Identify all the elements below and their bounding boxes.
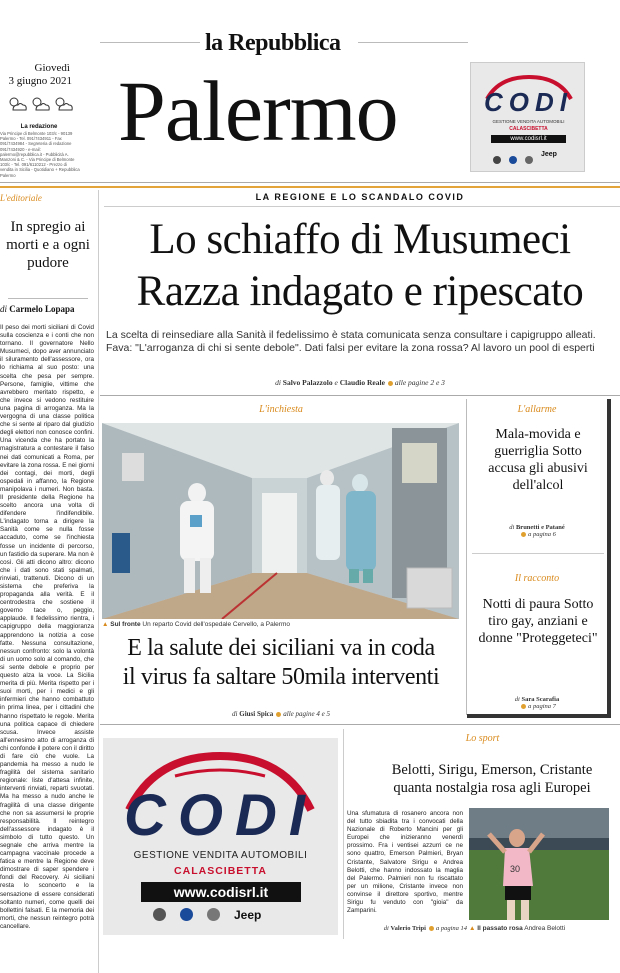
imprint-title: La redazione (20, 124, 58, 130)
top-ad-town: CALASCIBETTA (509, 126, 548, 132)
sun-cloud-icon (8, 96, 28, 112)
inquiry-byline: di Giusi Spica alle pagine 4 e 5 (232, 710, 330, 718)
editorial-column-rule (98, 190, 99, 973)
issue-date: 3 giugno 2021 (8, 75, 72, 87)
partner-logo-icon (153, 908, 166, 921)
top-ad-brand: CODI (484, 87, 573, 117)
alarm-kicker: L'allarme (517, 404, 557, 415)
svg-text:30: 30 (510, 864, 521, 874)
inquiry-headline-line1: E la salute dei siciliani va in coda (127, 635, 435, 661)
bottom-ad[interactable] (103, 738, 338, 935)
bottom-ad-brand: CODI (124, 783, 317, 848)
editorial-body: Il peso dei morti siciliani di Covid sulla coscienza e i conti che non tornano. Il governatore Nello Musumeci, dopo aver annunciato il siluramento dell'assessore, ora lo richiama al suo posto: una scelta che pesa per sempre. Persone, famiglie, vittime che avrebbero meritato rispetto, e che invece si vedono restituire una pagina di arroganza. Ma la vergogna di una classe politica che si sente al riparo dal giudizio degli elettori non conosce confini. Una vicenda che ha portato la magistratura a contestare il falso nei dati comunicati a Roma, per evitare la zona rossa. E nei giorni dei contagi, dei morti, degli ospedali in affanno, la Regione manipolava i numeri. Non basta. Il presidente della Regione ha scelto ancora una volta di difendere l'indifendibile. L'indagato torna a dirigere la Sanità come se nulla fosse accaduto, come se l'inchiesta fosse un incidente di percorso, un fastidio da superare. Ma non è così. Gli atti dicono altro: dicono che i dati sono stati spalmati, rinviati, trattenuti. Dicono di un sistema che preferiva la propaganda alla verità. E il centrodestra che sostiene il governo tace o, peggio, applaude. Il fedelissimo rientra, i capigruppo della maggioranza apprendono la notizia a cose fatte. Nessuna consultazione, nessun confronto: solo la volontà di un uomo solo al comando, che si sente debole e proprio per questo alza la voce. La Sicilia merita di più. Merita rispetto per i suoi morti, per i medici e gli infermieri che hanno combattuto in prima linea, per i cittadini che hanno rispettato le regole. Merita una politica capace di chiedere scusa. Invece assiste all'ennesimo atto di arroganza di chi confonde il potere con il diritto di fare ciò che vuole. La pandemia ha messo a nudo le fragilità del sistema sanitario regionale: liste d'attesa infinite, interventi rinviati, reparti svuotati. Ma ha messo a nudo anche le fragilità di una classe dirigente che non sa assumersi le proprie responsabilità. Il reintegro dell'assessore indagato è il simbolo di tutto questo. Un segnale che arriva mentre la campagna vaccinale procede a fatica e mentre la Regione deve dimostrare di saper spendere i fondi del Recovery. Ai siciliani resta lo sconcerto e la sensazione di essere considerati soltanto numeri, come quelli dei bollettini falsati. E la memoria dei morti, che nessun reintegro potrà cancellare. (0, 324, 94, 930)
bottom-ad-town: CALASCIBETTA (174, 865, 267, 877)
sun-cloud-icon (31, 96, 51, 112)
top-ad-partner: Jeep (541, 151, 557, 158)
top-ad-tagline: GESTIONE VENDITA AUTOMOBILI (492, 119, 565, 124)
sport-photo-caption: ▲ Il passato rosa Andrea Belotti (469, 925, 566, 932)
masthead-divider (0, 182, 620, 183)
editorial-byline-prefix: di (0, 304, 8, 314)
main-byline: di Salvo Palazzolo e Claudio Reale alle pagine 2 e 3 (275, 378, 445, 387)
story-author: Sara Scarafia (521, 696, 560, 703)
inquiry-author: Giusi Spica (239, 710, 274, 718)
main-author2: Claudio Reale (339, 378, 385, 387)
main-headline[interactable] (100, 214, 620, 318)
bottom-column-rule (343, 729, 344, 939)
inquiry-kicker: L'inchiesta (259, 404, 303, 415)
masthead (0, 0, 620, 180)
issue-day: Giovedì (34, 62, 70, 74)
bottom-ad-tagline: GESTIONE VENDITA AUTOMOBILI (133, 850, 308, 861)
story-byline: di Sara Scarafia a pagina 7 (514, 696, 560, 710)
alarm-byline: di Brunetti e Patané a pagina 6 (509, 524, 565, 538)
alarm-authors: Brunetti e Patané (515, 524, 565, 531)
sport-author: Valerio Tripi (390, 925, 426, 932)
editorial-author: Carmelo Lopapa (9, 304, 75, 314)
editorial-kicker: L'editoriale (0, 193, 42, 203)
city-title: Palermo (118, 63, 398, 159)
main-headline-line1: Lo schiaffo di Musumeci (149, 216, 571, 263)
story-title[interactable]: Notti di paura Sotto tiro gay, anziani e donne "Proteggeteci" (478, 597, 598, 646)
top-ad-partner-logos (493, 151, 573, 161)
sun-cloud-icon (54, 96, 74, 112)
main-headline-line2: Razza indagato e ripescato (136, 268, 584, 315)
bottom-ad-partner-logos (153, 908, 313, 924)
editorial-byline (0, 304, 96, 314)
imprint-text: Via Principe di Belmonte 103/c - 90139 Palermo - Tel. 091/7434911 - Fax 091/7434984 - Segreteria di redazione 091/7434920 - e-mail: palermo@repubblica.it - Pubblicità A. Manzoni & C. - Via Principe di Belmonte 103/c - Tel. 091/6110212 - Prezzo di vendita in Sicilia - Quotidiano + Repubblica Palermo (0, 131, 80, 177)
top-ad[interactable] (470, 62, 585, 172)
inquiry-photo[interactable] (102, 423, 459, 619)
editorial-title[interactable]: In spregio ai morti e a ogni pudore (6, 219, 90, 271)
sport-headline[interactable]: Belotti, Sirigu, Emerson, Cristante quanta nostalgia rosa agli Europei (391, 762, 593, 796)
alarm-title[interactable]: Mala-movida e guerriglia Sotto accusa gli abusivi dell'alcol (488, 427, 588, 493)
main-author1: Salvo Palazzolo (282, 378, 333, 387)
main-summary: La scelta di reinsediare alla Sanità il fedelissimo è stata comunicata senza consultare i capigruppo alleati. Fava: "L'arroganza di chi si sente debole". Dati falsi per evitare la zona rossa? Al lavoro un pool di esperti (106, 329, 596, 354)
football-player-image (469, 808, 609, 920)
top-ad-website[interactable]: www.codisrl.it (491, 135, 566, 143)
weather-row (8, 96, 78, 114)
partner-logo-icon (180, 908, 193, 921)
story-kicker: Il racconto (514, 573, 560, 584)
bottom-ad-website[interactable]: www.codisrl.it (141, 882, 301, 902)
inquiry-photo-caption: ▲ Sul fronte Un reparto Covid dell'ospedale Cervello, a Palermo (102, 621, 290, 628)
inquiry-headline[interactable] (100, 634, 462, 692)
sport-body: Una sfumatura di rosanero ancora non del tutto sbiadita tra i convocati della Nazionale di Roberto Mancini per gli Europei che inizieranno venerdì prossimo. Fra i ventisei azzurri ce ne sono quattro, Emerson Palmieri, Bryan Cristante, Salvatore Sirigu e Andrea Belotti, che hanno indossato la maglia del Palermo. Palmieri non fu riscattato per un milione, Cristante invece non convinse il direttore sportivo, mentre Sirigu fu venduto con "gioia" da Zamparini. (347, 810, 463, 915)
masthead-accent-line (0, 186, 620, 188)
section-bar: LA REGIONE E LO SCANDALO COVID (255, 192, 465, 202)
partner-logo-icon (207, 908, 220, 921)
bottom-ad-partner: Jeep (234, 908, 262, 922)
newspaper-name: la Repubblica (205, 30, 341, 56)
sport-byline: di Valerio Tripi a pagina 14 (383, 925, 467, 932)
inquiry-headline-line2: il virus fa saltare 50mila interventi (122, 664, 440, 690)
sport-kicker: Lo sport (465, 733, 500, 744)
main-pages: alle pagine 2 e 3 (394, 378, 445, 387)
sport-photo[interactable] (469, 808, 609, 920)
hospital-corridor-image (102, 423, 459, 619)
